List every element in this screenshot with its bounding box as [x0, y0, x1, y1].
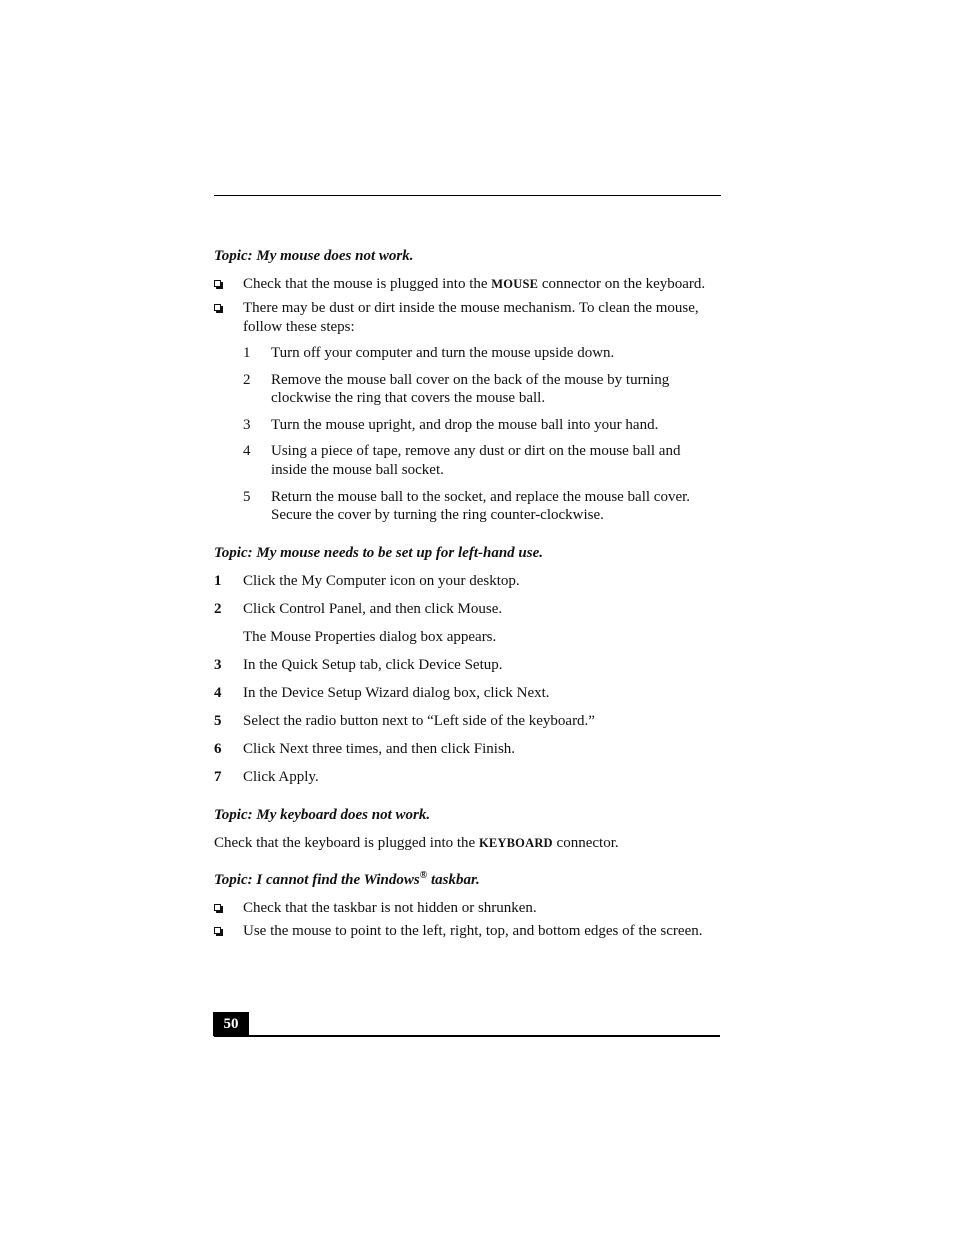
keyboard-text: [214, 834, 619, 853]
step-number: 5: [243, 489, 251, 505]
step-number: 2: [243, 372, 251, 388]
connector-keyword: MOUSE: [491, 277, 539, 291]
step-text: Remove the mouse ball cover on the back of the mouse by turning: [271, 372, 670, 388]
body-text: Check that the keyboard is plugged into the: [214, 835, 479, 851]
step-note: The Mouse Properties dialog box appears.: [243, 629, 497, 645]
topic-heading-taskbar: [214, 871, 480, 889]
footer-rule: [214, 1035, 720, 1037]
step-number: 6: [214, 741, 222, 757]
step-number: 4: [243, 443, 251, 459]
step-number: 2: [214, 601, 222, 617]
mouse-bullet-1: [243, 275, 705, 294]
topic-heading-keyboard: Topic: My keyboard does not work.: [214, 807, 431, 823]
step-number: 7: [214, 769, 222, 785]
mouse-bullet-2-line2: follow these steps:: [243, 319, 355, 335]
step-text: Click Next three times, and then click Finish.: [243, 741, 516, 757]
step-text: In the Device Setup Wizard dialog box, click Next.: [243, 685, 550, 701]
mouse-bullet-2-line1: There may be dust or dirt inside the mouse mechanism. To clean the mouse,: [243, 300, 699, 316]
page-number: 50: [213, 1012, 249, 1036]
taskbar-bullet-2: Use the mouse to point to the left, right, top, and bottom edges of the screen.: [243, 923, 703, 939]
step-text: clockwise the ring that covers the mouse ball.: [271, 390, 546, 406]
connector-keyword: KEYBOARD: [478, 836, 553, 850]
topic-heading-lefthand: Topic: My mouse needs to be set up for left-hand use.: [214, 545, 544, 561]
registered-mark: ®: [419, 870, 428, 881]
step-number: 4: [214, 685, 222, 701]
step-text: Click the My Computer icon on your desktop.: [243, 573, 520, 589]
step-number: 3: [214, 657, 222, 673]
header-rule: [214, 195, 721, 196]
step-text: inside the mouse ball socket.: [271, 462, 444, 478]
step-number: 5: [214, 713, 222, 729]
heading-text: Topic: I cannot find the Windows: [214, 872, 420, 888]
taskbar-bullet-1: Check that the taskbar is not hidden or shrunken.: [243, 900, 537, 916]
heading-text: taskbar.: [427, 872, 480, 888]
bullet-text: connector on the keyboard.: [538, 276, 706, 292]
step-number: 1: [214, 573, 222, 589]
topic-heading-mouse: Topic: My mouse does not work.: [214, 248, 414, 264]
step-text: Return the mouse ball to the socket, and replace the mouse ball cover.: [271, 489, 691, 505]
step-text: Secure the cover by turning the ring counter-clockwise.: [271, 507, 604, 523]
bullet-text: Check that the mouse is plugged into the: [243, 276, 492, 292]
step-number: 1: [243, 345, 251, 361]
step-number: 3: [243, 417, 251, 433]
step-text: Click Control Panel, and then click Mouse.: [243, 601, 503, 617]
step-text: In the Quick Setup tab, click Device Setup.: [243, 657, 503, 673]
step-text: Select the radio button next to “Left side of the keyboard.”: [243, 713, 595, 729]
checkbox-bullet-icon: [214, 280, 221, 287]
step-text: Using a piece of tape, remove any dust or dirt on the mouse ball and: [271, 443, 681, 459]
checkbox-bullet-icon: [214, 904, 221, 911]
body-text: connector.: [552, 835, 619, 851]
checkbox-bullet-icon: [214, 927, 221, 934]
checkbox-bullet-icon: [214, 304, 221, 311]
step-text: Turn the mouse upright, and drop the mouse ball into your hand.: [271, 417, 659, 433]
step-text: Click Apply.: [243, 769, 319, 785]
step-text: Turn off your computer and turn the mouse upside down.: [271, 345, 615, 361]
